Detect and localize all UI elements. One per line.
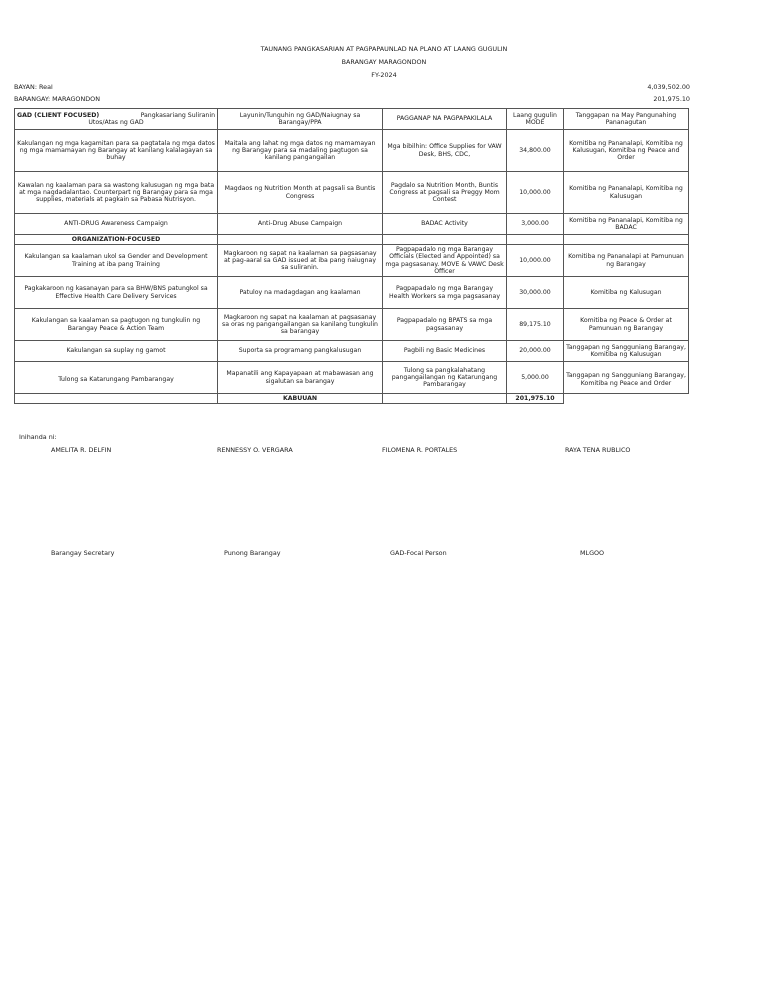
row-budget: 20,000.00 xyxy=(507,341,564,362)
section-row-organization xyxy=(15,235,689,245)
row-objective: Mapanatili ang Kapayapaan at mabawasan ang sigalutan sa barangay xyxy=(218,362,383,394)
row-objective: Suporta sa programang pangkalusugan xyxy=(218,341,383,362)
row-budget: 5,000.00 xyxy=(507,362,564,394)
table-header-row xyxy=(15,109,689,130)
row-budget: 34,800.00 xyxy=(507,130,564,172)
row-activity: Pagbili ng Basic Medicines xyxy=(383,341,507,362)
header-tanggapan: Tanggapan na May Pangunahing Pananagutan xyxy=(564,109,689,130)
barangay-amount: 201,975.10 xyxy=(653,95,690,103)
header-utos-atas: Utos/Atas ng GAD xyxy=(88,119,144,126)
header-gad-client-focused: GAD (CLIENT FOCUSED) xyxy=(17,111,100,119)
row-objective: Magkaroon ng sapat na kaalaman sa pagsasanay at pag-aaral sa GAD issued at iba pang naiugnay sa suliranin. xyxy=(218,245,383,277)
signatory-name: RENNESSY O. VERGARA xyxy=(217,446,293,454)
header-layunin: Layunin/Tunguhin ng GAD/Naiugnay sa Barangay/PPA xyxy=(218,109,383,130)
signatory-name: RAYA TENA RUBLICO xyxy=(565,446,631,454)
row-problem: Kakulangan ng mga kagamitan para sa pagtatala ng mga datos ng mga mamamayan ng Barangay at kanilang kalalagayan sa buhay xyxy=(15,130,218,172)
row-office: Tanggapan ng Sangguniang Barangay, Komitiba ng Peace and Order xyxy=(564,362,689,394)
row-office: Komitiba ng Pananalapi, Komitiba ng Kalusugan, Komitiba ng Peace and Order xyxy=(564,130,689,172)
row-budget: 89,175.10 xyxy=(507,309,564,341)
table-row xyxy=(15,341,689,362)
table-row xyxy=(15,130,689,172)
row-objective: Magdaos ng Nutrition Month at pagsali sa Buntis Congress xyxy=(218,172,383,214)
row-activity: Tulong sa pangkalahatang pangangailangan ng Katarungang Pambarangay xyxy=(383,362,507,394)
signatory-name: FILOMENA R. PORTALES xyxy=(382,446,458,454)
total-label: KABUUAN xyxy=(218,394,383,404)
signatory-title: Barangay Secretary xyxy=(51,549,115,557)
row-problem: Kakulangan sa suplay ng gamot xyxy=(15,341,218,362)
bayan-label: BAYAN: Real xyxy=(14,83,53,91)
table-row xyxy=(15,277,689,309)
row-problem: Kakulangan sa kaalaman sa pagtugon ng tungkulin ng Barangay Peace & Action Team xyxy=(15,309,218,341)
bayan-amount: 4,039,502.00 xyxy=(647,83,690,91)
row-objective: Magkaroon ng sapat na kaalaman at pagsasanay sa oras ng pangangailangan sa kanilang tungkulin sa barangay xyxy=(218,309,383,341)
doc-fiscal-year: FY-2024 xyxy=(371,71,397,79)
row-problem: ANTI-DRUG Awareness Campaign xyxy=(15,214,218,235)
row-budget: 30,000.00 xyxy=(507,277,564,309)
signatory-title: MLGOO xyxy=(580,549,605,557)
row-activity: BADAC Activity xyxy=(383,214,507,235)
row-office: Komitiba ng Peace & Order at Pamunuan ng Barangay xyxy=(564,309,689,341)
barangay-label: BARANGAY: MARAGONDON xyxy=(14,95,100,103)
total-row xyxy=(15,394,689,404)
row-objective: Anti-Drug Abuse Campaign xyxy=(218,214,383,235)
doc-barangay: BARANGAY MARAGONDON xyxy=(341,58,427,66)
row-activity: Pagdalo sa Nutrition Month, Buntis Congress at pagsali sa Preggy Mom Contest xyxy=(383,172,507,214)
table-row xyxy=(15,245,689,277)
row-problem: Tulong sa Katarungang Pambarangay xyxy=(15,362,218,394)
table-row xyxy=(15,309,689,341)
header-pagganap: PAGGANAP NA PAGPAPAKILALA xyxy=(383,109,507,130)
row-budget: 10,000.00 xyxy=(507,245,564,277)
row-activity: Pagpapadalo ng mga Barangay Health Workers sa mga pagsasanay xyxy=(383,277,507,309)
row-objective: Maitala ang lahat ng mga datos ng mamamayan ng Barangay para sa madaling pagtugon sa kanilang pangangailan xyxy=(218,130,383,172)
doc-title: TAUNANG PANGKASARIAN AT PAGPAPAUNLAD NA PLANO AT LAANG GUGULIN xyxy=(260,45,508,53)
row-objective: Patuloy na madagdagan ang kaalaman xyxy=(218,277,383,309)
row-activity: Pagpapadalo ng BPATS sa mga pagsasanay xyxy=(383,309,507,341)
signatory-name: AMELITA R. DELFIN xyxy=(51,446,112,454)
header-cell-gad xyxy=(15,109,218,130)
signatory-title: GAD-Focal Person xyxy=(390,549,447,557)
prepared-by-label: Inihanda ni: xyxy=(19,433,57,441)
table-row xyxy=(15,214,689,235)
row-office: Komitiba ng Pananalapi, Komitiba ng BADAC xyxy=(564,214,689,235)
row-budget: 10,000.00 xyxy=(507,172,564,214)
signatory-title: Punong Barangay xyxy=(224,549,281,557)
table-row xyxy=(15,172,689,214)
total-value: 201,975.10 xyxy=(507,394,564,404)
section-label-organization-focused: ORGANIZATION-FOCUSED xyxy=(15,235,218,245)
row-problem: Pagkakaroon ng kasanayan para sa BHW/BNS patungkol sa Effective Health Care Delivery Services xyxy=(15,277,218,309)
row-office: Komitiba ng Kalusugan xyxy=(564,277,689,309)
row-problem: Kawalan ng kaalaman para sa wastong kalusugan ng mga bata at mga nagdadalantao. Counterpart ng Barangay para sa mga supplies, materials at pagkain sa Pabasa Nutrisyon. xyxy=(15,172,218,214)
row-office: Tanggapan ng Sangguniang Barangay, Komitiba ng Kalusugan xyxy=(564,341,689,362)
row-office: Komitiba ng Pananalapi at Pamunuan ng Barangay xyxy=(564,245,689,277)
row-office: Komitiba ng Pananalapi, Komitiba ng Kalusugan xyxy=(564,172,689,214)
row-problem: Kakulangan sa kaalaman ukol sa Gender and Development Training at iba pang Training xyxy=(15,245,218,277)
table-row xyxy=(15,362,689,394)
header-pangkasariang-suliranin: Pangkasariang Suliranin xyxy=(140,111,215,119)
header-laang-gugulin: Laang gugulin MODE xyxy=(507,109,564,130)
row-activity: Mga bibilhin: Office Supplies for VAW Desk, BHS, CDC, xyxy=(383,130,507,172)
row-budget: 3,000.00 xyxy=(507,214,564,235)
row-activity: Pagpapadalo ng mga Barangay Officials (Elected and Appointed) sa mga pagsasanay. MOVE & VAWC Desk Officer xyxy=(383,245,507,277)
gad-plan-table xyxy=(14,108,689,404)
